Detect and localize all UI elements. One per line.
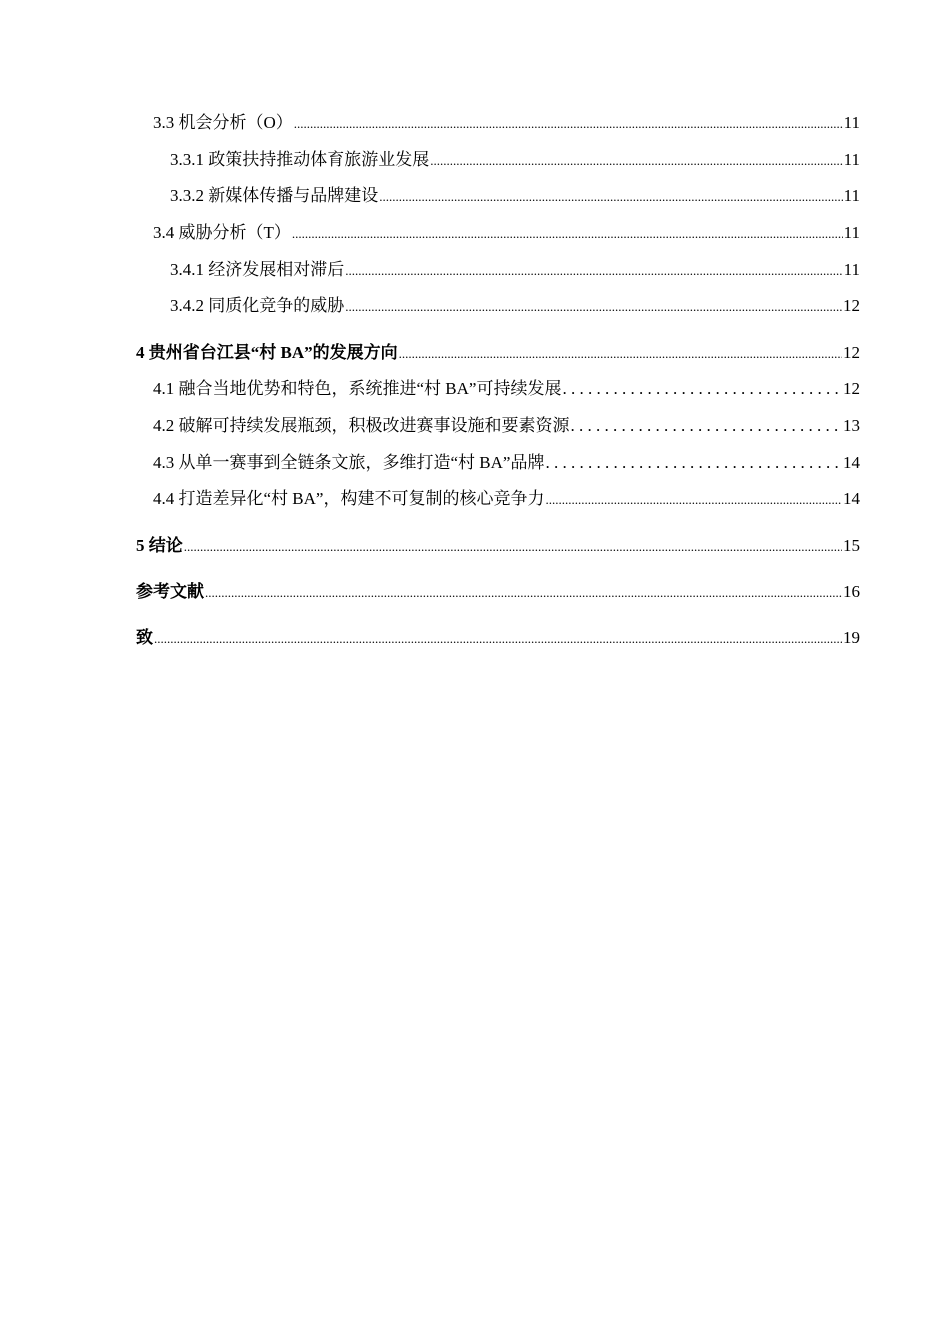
- toc-dot-leader: [379, 186, 842, 208]
- toc-dot-leader: [545, 489, 842, 511]
- toc-entry[interactable]: [136, 535, 860, 571]
- toc-entry[interactable]: [136, 452, 860, 489]
- toc-entry[interactable]: [136, 222, 860, 259]
- toc-entry-title: 参考文献: [136, 581, 204, 601]
- toc-page-number: 13: [843, 415, 860, 435]
- toc-dot-leader: [292, 223, 843, 245]
- toc-entry-title: 3.3.1 政策扶持推动体育旅游业发展: [170, 149, 430, 169]
- toc-page-number: 12: [843, 296, 860, 316]
- toc-entry[interactable]: [136, 112, 860, 149]
- toc-dot-leader: [430, 150, 842, 172]
- toc-dot-leader: [205, 582, 842, 604]
- toc-page-number: 11: [843, 149, 860, 169]
- toc-page-number: 19: [843, 627, 860, 647]
- toc-page-number: 12: [843, 379, 860, 399]
- toc-entry-title: 3.4.1 经济发展相对滞后: [170, 259, 345, 279]
- toc-entry-title: 4.2 破解可持续发展瓶颈，积极改进赛事设施和要素资源: [153, 415, 570, 435]
- toc-entry-title: 4.4 打造差异化“村 BA”，构建不可复制的核心竞争力: [153, 489, 545, 509]
- toc-page-number: 15: [843, 535, 860, 555]
- toc-entry[interactable]: [136, 488, 860, 525]
- toc-entry[interactable]: [136, 149, 860, 186]
- toc-entry[interactable]: [136, 259, 860, 296]
- toc-entry-title: 4.3 从单一赛事到全链条文旅，多维打造“村 BA”品牌: [153, 452, 545, 472]
- toc-dot-leader: [184, 536, 842, 558]
- toc-dot-leader: [345, 296, 842, 318]
- toc-page-number: 16: [843, 581, 860, 601]
- toc-entry-title: 4.1 融合当地优势和特色，系统推进“村 BA”可持续发展: [153, 379, 562, 399]
- toc-entry-title: 致: [136, 627, 153, 647]
- toc-dot-leader: [562, 378, 842, 400]
- toc-entry[interactable]: [136, 295, 860, 332]
- toc-dot-leader: [294, 113, 843, 135]
- toc-entry[interactable]: [136, 415, 860, 452]
- toc-page-number: 12: [843, 343, 860, 363]
- toc-entry[interactable]: [136, 378, 860, 415]
- toc-page-number: 11: [843, 113, 860, 132]
- toc-page-number: 11: [843, 186, 860, 206]
- toc-entry-title: 3.4 威胁分析（T）: [153, 223, 291, 243]
- toc-entry-title: 3.3 机会分析（O）: [153, 113, 293, 132]
- toc-entry-title: 3.3.2 新媒体传播与品牌建设: [170, 186, 379, 206]
- toc-dot-leader: [571, 415, 843, 437]
- toc-dot-leader: [399, 343, 842, 365]
- toc-entry-title: 5 结论: [136, 535, 183, 555]
- table-of-contents: [136, 112, 860, 663]
- toc-page-number: 11: [843, 259, 860, 279]
- toc-page-number: 14: [843, 489, 860, 509]
- toc-entry[interactable]: [136, 581, 860, 617]
- toc-dot-leader: [154, 628, 842, 650]
- toc-entry-title: 4 贵州省台江县“村 BA”的发展方向: [136, 343, 398, 363]
- toc-page-number: 11: [843, 223, 860, 243]
- toc-dot-leader: [545, 452, 842, 474]
- toc-page-number: 14: [843, 452, 860, 472]
- toc-entry-title: 3.4.2 同质化竞争的威胁: [170, 296, 345, 316]
- toc-entry[interactable]: [136, 342, 860, 378]
- toc-entry[interactable]: [136, 627, 860, 663]
- toc-entry[interactable]: [136, 185, 860, 222]
- toc-dot-leader: [345, 260, 842, 282]
